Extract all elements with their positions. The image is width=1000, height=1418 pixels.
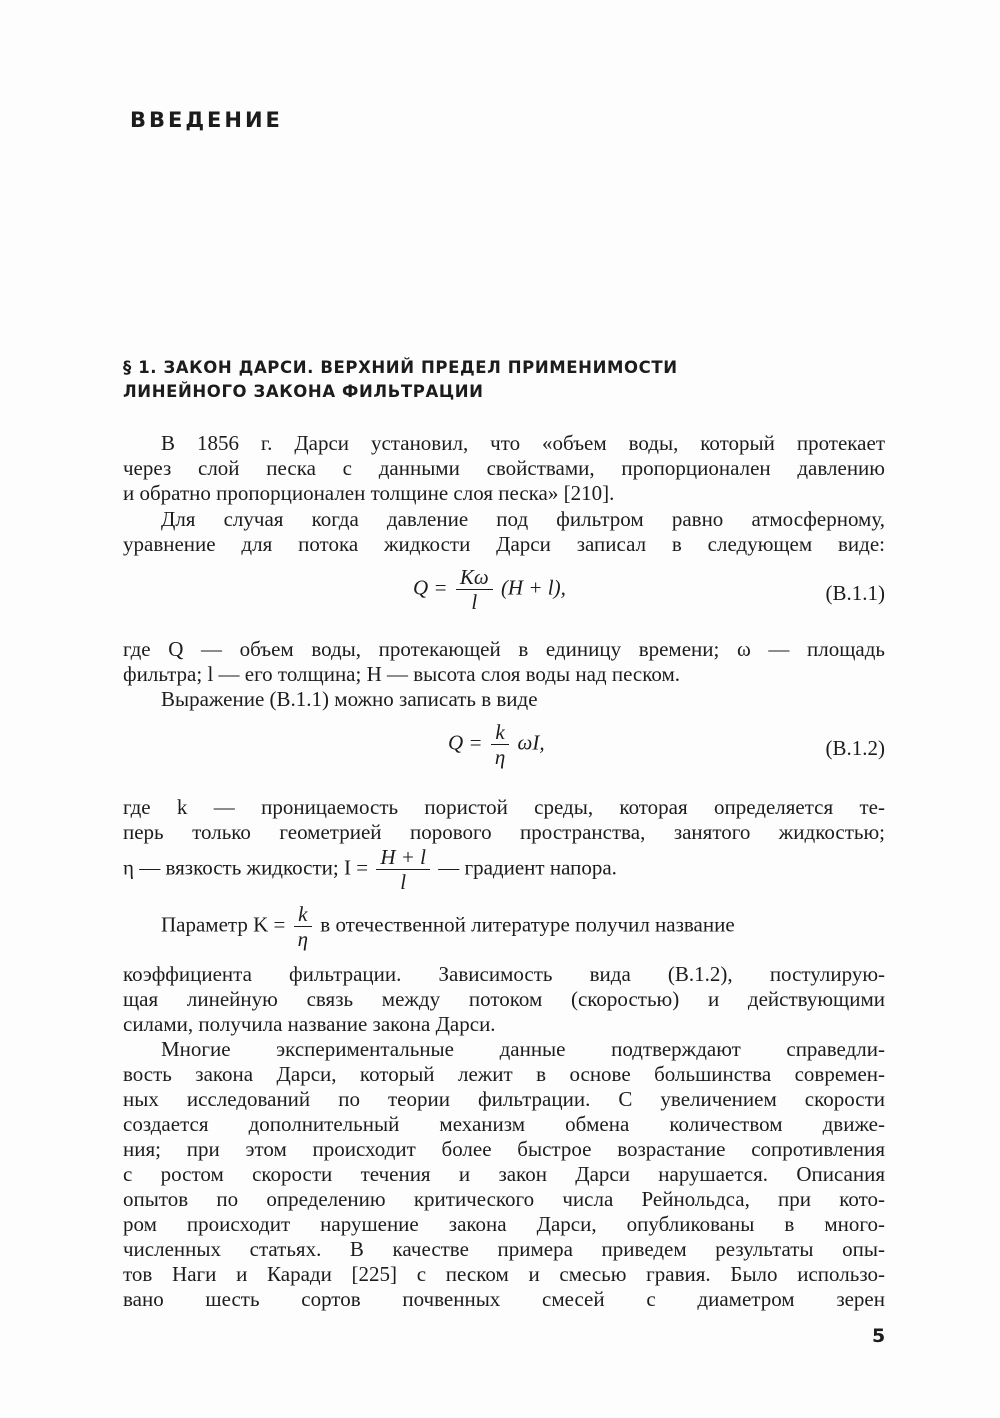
text-line: В 1856 г. Дарси установил, что «объем воды, который протекает xyxy=(161,431,885,455)
equation-b-1-1 xyxy=(123,565,885,625)
text-line: щая линейную связь между потоком (скоростью) и действующими xyxy=(123,987,885,1011)
text-line: ных исследований по теории фильтрации. С увеличением скорости xyxy=(123,1087,885,1111)
text-line: уравнение для потока жидкости Дарси записал в следующем виде: xyxy=(123,532,885,556)
paragraph-darcy-history xyxy=(123,431,885,506)
text-line: через слой песка с данными свойствами, пропорционален давлению xyxy=(123,456,885,480)
text-line: фильтра; l — его толщина; H — высота слоя воды над песком. xyxy=(123,662,681,686)
text-line: численных статьях. В качестве примера приведем результаты опы- xyxy=(123,1237,885,1261)
section-heading xyxy=(123,356,803,404)
text-line: Многие экспериментальные данные подтверждают справедли- xyxy=(161,1037,885,1061)
fraction-numerator: k xyxy=(491,720,509,745)
text-line: где Q — объем воды, протекающей в единицу времени; ω — площадь xyxy=(123,637,885,661)
text-line: и обратно пропорционален толщине слоя песка» [210]. xyxy=(123,481,615,505)
text-line: Для случая когда давление под фильтром равно атмосферному, xyxy=(161,507,885,531)
paragraph-equation-intro xyxy=(123,507,885,557)
paragraph-filtration-coefficient xyxy=(123,962,885,1037)
equation-b-1-2 xyxy=(123,720,885,780)
equation-rhs: (H + l), xyxy=(500,575,566,600)
text-line: Выражение (В.1.1) можно записать в виде xyxy=(161,687,538,711)
fraction-denominator: η xyxy=(297,927,309,951)
equation-lhs: Q = xyxy=(413,575,448,600)
text-fragment: — градиент напора. xyxy=(438,855,617,880)
equation-number: (В.1.2) xyxy=(825,736,885,760)
gradient-fraction xyxy=(376,845,430,894)
section-heading-line: ЛИНЕЙНОГО ЗАКОНА ФИЛЬТРАЦИИ xyxy=(123,382,484,401)
text-line: перь только геометрией порового пространства, занятого жидкостью; xyxy=(123,820,885,844)
text-fragment: η — вязкость жидкости; I = xyxy=(123,855,369,880)
equation-lhs: Q = xyxy=(448,730,483,755)
text-fragment: в отечественной литературе получил название xyxy=(320,912,735,937)
fraction-numerator: Kω xyxy=(456,565,493,590)
parameter-k-line xyxy=(123,902,885,960)
parameter-fraction xyxy=(294,902,312,951)
chapter-title: ВВЕДЕНИЕ xyxy=(130,108,283,132)
equation-fraction xyxy=(491,720,509,769)
text-line: вость закона Дарси, который лежит в основе большинства современ- xyxy=(123,1062,885,1086)
paragraph-experimental-data xyxy=(123,1037,885,1312)
equation-number: (В.1.1) xyxy=(825,581,885,605)
equation-rhs: ωI, xyxy=(517,730,545,755)
text-line: ром происходит нарушение закона Дарси, опубликованы в много- xyxy=(123,1212,885,1236)
text-line: с ростом скорости течения и закон Дарси нарушается. Описания xyxy=(123,1162,885,1186)
fraction-numerator: H + l xyxy=(376,845,430,870)
text-line: силами, получила название закона Дарси. xyxy=(123,1012,496,1036)
fraction-denominator: l xyxy=(471,590,478,614)
paragraph-variables-2 xyxy=(123,795,885,845)
fraction-denominator: η xyxy=(494,745,506,769)
text-line: тов Наги и Каради [225] с песком и смесью гравия. Было использо- xyxy=(123,1262,885,1286)
page-number: 5 xyxy=(872,1325,886,1347)
equation-fraction xyxy=(456,565,493,614)
text-line: где k — проницаемость пористой среды, которая определяется те- xyxy=(123,795,885,819)
text-fragment: Параметр K = xyxy=(161,912,286,937)
gradient-definition-line xyxy=(123,845,885,903)
paragraph-variables-1 xyxy=(123,637,885,712)
text-line: опытов по определению критического числа Рейнольдса, при кото- xyxy=(123,1187,885,1211)
section-heading-line: § 1. ЗАКОН ДАРСИ. ВЕРХНИЙ ПРЕДЕЛ ПРИМЕНИМОСТИ xyxy=(123,358,678,377)
fraction-numerator: k xyxy=(294,902,312,927)
text-line: коэффициента фильтрации. Зависимость вида (В.1.2), постулирую- xyxy=(123,962,885,986)
fraction-denominator: l xyxy=(400,870,407,894)
text-line: вано шесть сортов почвенных смесей с диаметром зерен xyxy=(123,1287,885,1311)
text-line: ния; при этом происходит более быстрое возрастание сопротивления xyxy=(123,1137,885,1161)
text-line: создается дополнительный механизм обмена количеством движе- xyxy=(123,1112,885,1136)
